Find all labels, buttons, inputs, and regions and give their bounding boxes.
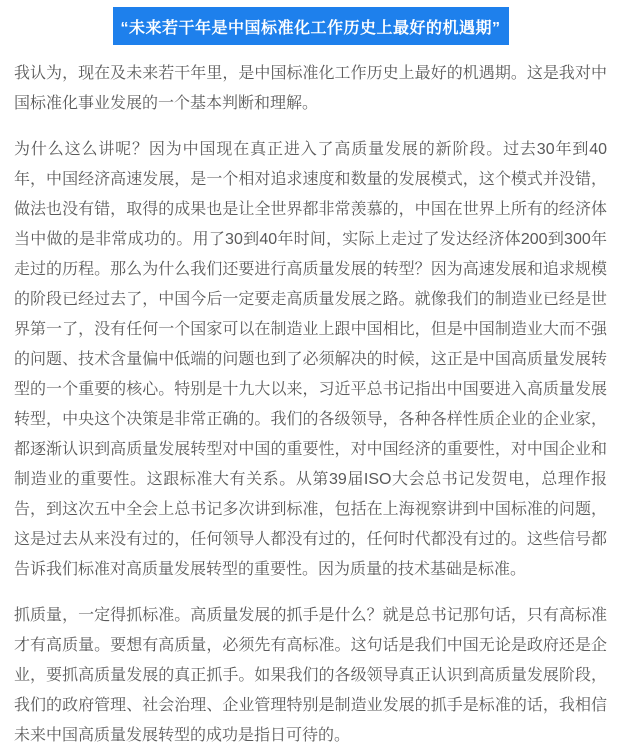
article-paragraph: 为什么这么讲呢？因为中国现在真正进入了高质量发展的新阶段。过去30年到40年，中国经济高速发展，是一个相对追求速度和数量的发展模式，这个模式并没错，做法也没有错，取得的成果也是让全世界都非常羡慕的，中国在世界上所有的经济体当中做的是非常成功的。用了30到40年时间，实际上走过了发达经济体200到300年走过的历程。那么为什么我们还要进行高质量发展的转型？因为高速发展和追求规模的阶段已经过去了，中国今后一定要走高质量发展之路。就像我们的制造业已经是世界第一了，没有任何一个国家可以在制造业上跟中国相比，但是中国制造业大而不强的问题、技术含量偏中低端的问题也到了必须解决的时候，这正是中国高质量发展转型的一个重要的核心。特别是十九大以来，习近平总书记指出中国要进入高质量发展转型，中央这个决策是非常正确的。我们的各级领导，各种各样性质企业的企业家，都逐渐认识到高质量发展转型对中国的重要性，对中国经济的重要性，对中国企业和制造业的重要性。这跟标准大有关系。从第39届ISO大会总书记发贺电，总理作报告，到这次五中全会上总书记多次讲到标准，包括在上海视察讲到中国标准的问题，这是过去从来没有过的，任何领导人都没有过的，任何时代都没有过的。这些信号都告诉我们标准对高质量发展转型的重要性。因为质量的技术基础是标准。 xyxy=(14,141,607,578)
article-paragraph: 我认为，现在及未来若干年里，是中国标准化工作历史上最好的机遇期。这是我对中国标准化事业发展的一个基本判断和理解。 xyxy=(14,65,607,112)
article-paragraph: 抓质量，一定得抓标准。高质量发展的抓手是什么？就是总书记那句话，只有高标准才有高质量。要想有高质量，必须先有高标准。这句话是我们中国无论是政府还是企业，要抓高质量发展的真正抓手。如果我们的各级领导真正认识到高质量发展阶段，我们的政府管理、社会治理、企业管理特别是制造业发展的抓手是标准的话，我相信未来中国高质量发展转型的成功是指日可待的。 xyxy=(14,607,607,744)
article-body xyxy=(0,59,621,751)
section-header-text: “未来若干年是中国标准化工作历史上最好的机遇期” xyxy=(120,19,501,37)
section-header-banner xyxy=(113,7,509,45)
